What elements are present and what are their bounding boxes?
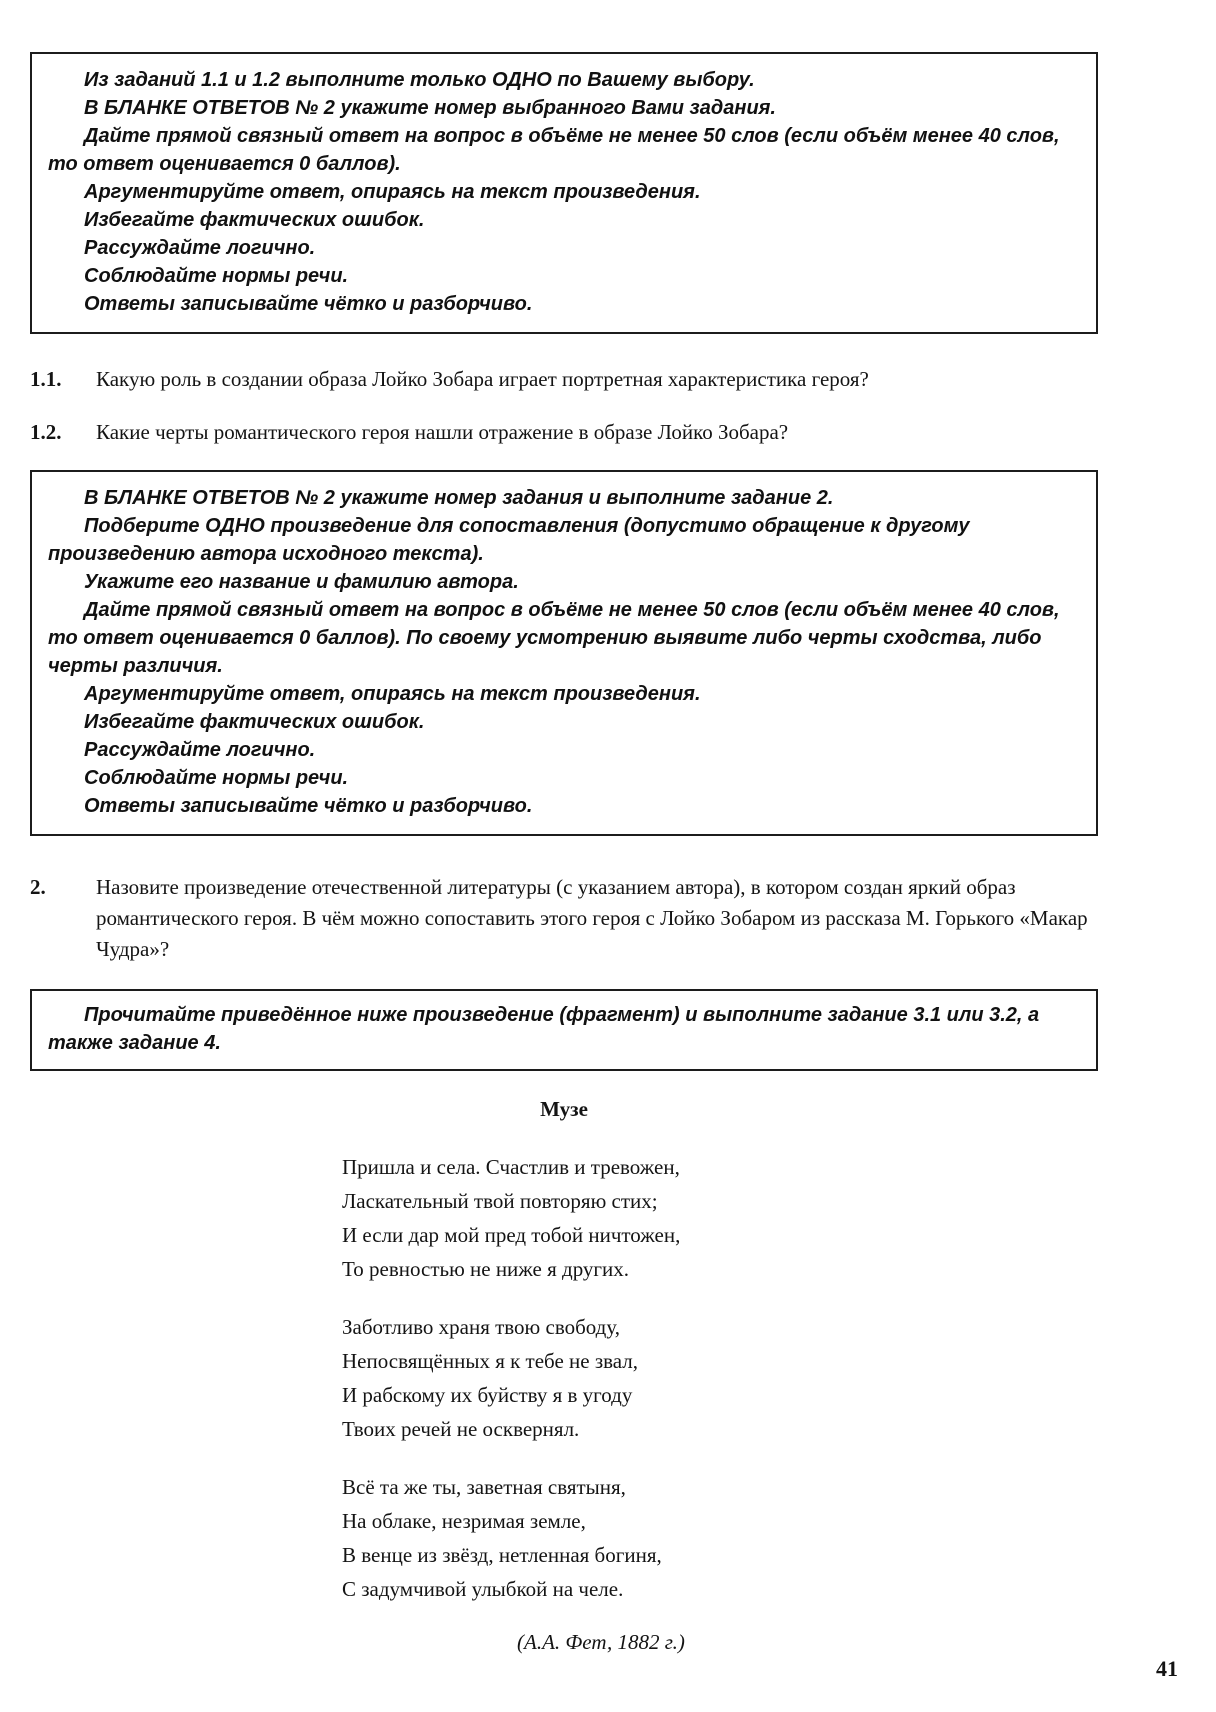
poem-line: Ласкательный твой повторяю стих; [342, 1189, 658, 1213]
poem-line: И если дар мой пред тобой ничтожен, [342, 1223, 681, 1247]
instruction-line: Прочитайте приведённое ниже произведение (фрагмент) и выполните задание 3.1 или 3.2, а также задание 4. [48, 1004, 1040, 1054]
instruction-line: Дайте прямой связный ответ на вопрос в объёме не менее 50 слов (если объём менее 40 слов, то ответ оценивается 0 баллов). По своему усмотрению выявите либо черты сходства, либо черты различия. [48, 599, 1060, 677]
instruction-line: Избегайте фактических ошибок. [84, 711, 425, 733]
poem-line: С задумчивой улыбкой на челе. [342, 1577, 624, 1601]
poem-stanza [342, 1310, 1098, 1446]
instruction-line: Подберите ОДНО произведение для сопоставления (допустимо обращение к другому произведению автора исходного текста). [48, 515, 970, 565]
instruction-line: Соблюдайте нормы речи. [84, 265, 349, 287]
instruction-line: Соблюдайте нормы речи. [84, 767, 349, 789]
question-text: Какую роль в создании образа Лойко Зобара играет портретная характеристика героя? [96, 367, 869, 391]
instruction-box-2 [30, 470, 1098, 836]
question-1-1 [30, 364, 1098, 395]
poem-line: Непосвящённых я к тебе не звал, [342, 1349, 639, 1373]
poem-line: Пришла и села. Счастлив и тревожен, [342, 1155, 680, 1179]
question-number: 2. [30, 875, 46, 899]
instruction-box-3 [30, 989, 1098, 1071]
instruction-box-1 [30, 52, 1098, 334]
poem-line: Твоих речей не осквернял. [342, 1417, 580, 1441]
poem-line: То ревностью не ниже я других. [342, 1257, 630, 1281]
poem-line: Заботливо храня твою свободу, [342, 1315, 621, 1339]
instruction-line: Дайте прямой связный ответ на вопрос в объёме не менее 50 слов (если объём менее 40 слов, то ответ оценивается 0 баллов). [48, 125, 1060, 175]
poem-stanza [342, 1470, 1098, 1606]
page-number: 41 [1156, 1656, 1178, 1681]
question-text: Какие черты романтического героя нашли отражение в образе Лойко Зобара? [96, 420, 789, 444]
poem-body [342, 1150, 1098, 1655]
poem-line: Всё та же ты, заветная святыня, [342, 1475, 626, 1499]
instruction-line: Рассуждайте логично. [84, 237, 316, 259]
instruction-line: Ответы записывайте чётко и разборчиво. [84, 795, 533, 817]
question-text: Назовите произведение отечественной литературы (с указанием автора), в котором создан яркий образ романтического героя. В чём можно сопоставить этого героя с Лойко Зобаром из рассказа М. Горького «Макар Чудра»? [96, 875, 1088, 961]
question-number: 1.2. [30, 420, 62, 444]
instruction-line: Укажите его название и фамилию автора. [84, 571, 519, 593]
poem-title: Музе [540, 1097, 588, 1121]
instruction-line: В БЛАНКЕ ОТВЕТОВ № 2 укажите номер задания и выполните задание 2. [84, 487, 834, 509]
instruction-line: В БЛАНКЕ ОТВЕТОВ № 2 укажите номер выбранного Вами задания. [84, 97, 776, 119]
poem-line: И рабскому их буйству я в угоду [342, 1383, 633, 1407]
instruction-line: Из заданий 1.1 и 1.2 выполните только ОДНО по Вашему выбору. [84, 69, 755, 91]
poem-section [30, 1097, 1098, 1655]
question-2 [30, 872, 1098, 965]
poem-line: В венце из звёзд, нетленная богиня, [342, 1543, 662, 1567]
instruction-line: Ответы записывайте чётко и разборчиво. [84, 293, 533, 315]
poem-attribution: (А.А. Фет, 1882 г.) [517, 1630, 685, 1654]
poem-line: На облаке, незримая земле, [342, 1509, 586, 1533]
poem-stanza [342, 1150, 1098, 1286]
instruction-line: Аргументируйте ответ, опираясь на текст произведения. [84, 683, 701, 705]
question-number: 1.1. [30, 367, 62, 391]
instruction-line: Избегайте фактических ошибок. [84, 209, 425, 231]
instruction-line: Рассуждайте логично. [84, 739, 316, 761]
question-1-2 [30, 417, 1098, 448]
instruction-line: Аргументируйте ответ, опираясь на текст произведения. [84, 181, 701, 203]
